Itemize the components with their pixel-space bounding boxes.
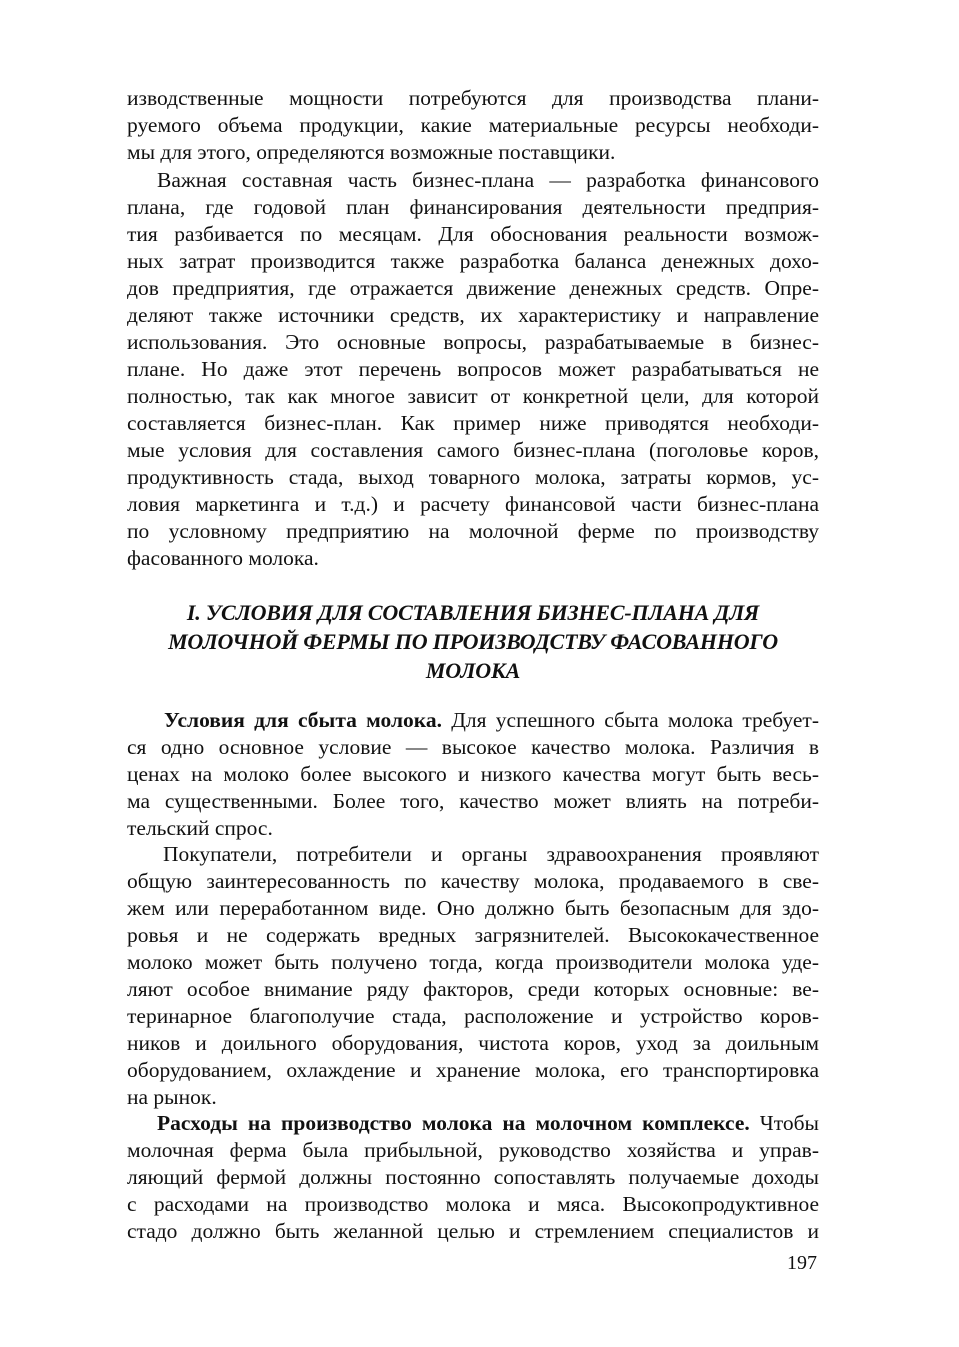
text-line: молочная ферма была прибыльной, руководство хозяйства и управ-	[127, 1138, 819, 1162]
text-line	[127, 1110, 819, 1137]
text-line: жем или переработанном виде. Оно должно быть безопасным для здо-	[127, 896, 819, 920]
text-line: ма существенными. Более того, качество может влиять на потреби-	[127, 789, 819, 813]
text-line: молоко может быть получено тогда, когда производители молока уде-	[127, 950, 819, 974]
text-line: ников и доильного оборудования, чистота коров, уход за доильным	[127, 1031, 819, 1055]
run-in-heading: Расходы на производство молока на молочном комплексе.	[157, 1111, 750, 1135]
text-line: теринарное благополучие стада, расположение и устройство коров-	[127, 1004, 819, 1028]
text-line: оборудованием, охлаждение и хранение молока, его транспортировка	[127, 1058, 819, 1082]
paragraph-production-costs	[127, 1110, 819, 1245]
text-span: Для успешного сбыта молока требует-	[442, 708, 819, 732]
paragraph-continuation	[127, 85, 819, 166]
heading-line: I. УСЛОВИЯ ДЛЯ СОСТАВЛЕНИЯ БИЗНЕС-ПЛАНА ДЛЯ	[186, 600, 760, 625]
text-line	[127, 707, 819, 734]
text-line: с расходами на производство молока и мяса. Высокопродуктивное	[127, 1192, 819, 1216]
text-line: ных затрат производится также разработка баланса денежных дохо-	[127, 249, 819, 273]
run-in-heading: Условия для сбыта молока.	[164, 708, 442, 732]
section-heading	[127, 598, 819, 685]
text-line: составляется бизнес-план. Как пример ниже приводятся необходи-	[127, 411, 819, 435]
page-number: 197	[787, 1252, 817, 1274]
text-line: ровья и не содержать вредных загрязнителей. Высококачественное	[127, 923, 819, 947]
paragraph-buyers	[127, 841, 819, 1111]
text-line: стадо должно быть желанной целью и стремлением специалистов и	[127, 1219, 819, 1243]
text-line: полностью, так как многое зависит от конкретной цели, для которой	[127, 384, 819, 408]
text-line: ценах на молоко более высокого и низкого качества могут быть весь-	[127, 762, 819, 786]
heading-line: МОЛОЧНОЙ ФЕРМЫ ПО ПРОИЗВОДСТВУ ФАСОВАННОГО	[168, 629, 778, 654]
text-line: по условному предприятию на молочной ферме по производству	[127, 519, 819, 543]
text-line: на рынок.	[127, 1085, 217, 1109]
text-line: тельский спрос.	[127, 816, 273, 840]
text-line: фасованного молока.	[127, 546, 319, 570]
text-line: продуктивность стада, выход товарного молока, затраты кормов, ус-	[127, 465, 819, 489]
text-line: изводственные мощности потребуются для производства плани-	[127, 86, 819, 110]
paragraph-sales-conditions	[127, 707, 819, 842]
text-line: плана, где годовой план финансирования деятельности предприя-	[127, 195, 819, 219]
text-line: использования. Это основные вопросы, разрабатываемые в бизнес-	[127, 330, 819, 354]
heading-line: МОЛОКА	[425, 658, 521, 683]
text-line: руемого объема продукции, какие материальные ресурсы необходи-	[127, 113, 819, 137]
text-line: ляют особое внимание ряду факторов, среди которых основные: ве-	[127, 977, 819, 1001]
text-line: мые условия для составления самого бизнес-плана (поголовье коров,	[127, 438, 819, 462]
text-line: дов предприятия, где отражается движение денежных средств. Опре-	[127, 276, 819, 300]
text-line: общую заинтересованность по качеству молока, продаваемого в све-	[127, 869, 819, 893]
text-span: Чтобы	[749, 1111, 819, 1135]
text-line: плане. Но даже этот перечень вопросов может разрабатываться не	[127, 357, 819, 381]
text-line: Важная составная часть бизнес-плана — разработка финансового	[157, 168, 819, 192]
paragraph-financial-plan	[127, 167, 819, 572]
text-line: тия разбивается по месяцам. Для обоснования реальности возмож-	[127, 222, 819, 246]
text-line: ся одно основное условие — высокое качество молока. Различия в	[127, 735, 819, 759]
text-line: Покупатели, потребители и органы здравоохранения проявляют	[163, 842, 819, 866]
text-line: деляют также источники средств, их характеристику и направление	[127, 303, 819, 327]
text-line: мы для этого, определяются возможные поставщики.	[127, 140, 616, 164]
text-line: ляющий фермой должны постоянно сопоставлять получаемые доходы	[127, 1165, 819, 1189]
text-line: ловия маркетинга и т.д.) и расчету финансовой части бизнес-плана	[127, 492, 819, 516]
